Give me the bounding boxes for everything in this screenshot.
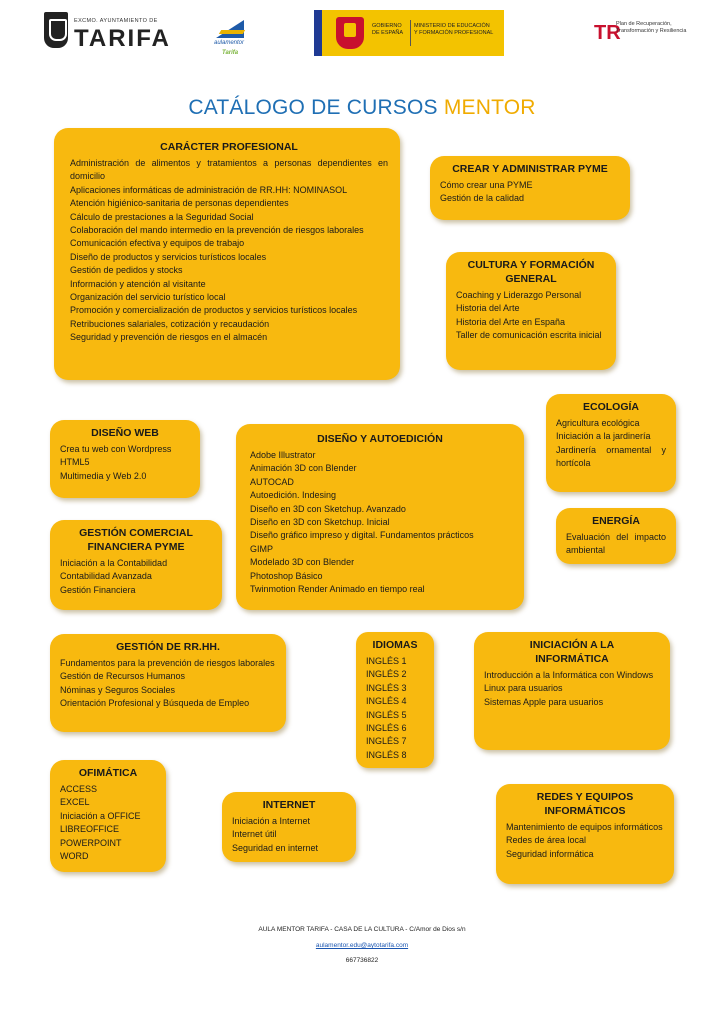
course-item: Gestión de Recursos Humanos [60,671,186,682]
course-list [556,417,666,471]
course-item: Historia del Arte [456,303,520,314]
course-box-caracter-profesional [54,128,400,380]
title-main: CATÁLOGO DE CURSOS [188,96,438,119]
tarifa-logo-small-text: EXCMO. AYUNTAMIENTO DE [74,18,158,24]
footer-email-wrap [0,942,724,949]
course-box-diseno-web [50,420,200,498]
course-item: Adobe Illustrator [250,450,316,460]
course-list [70,157,388,345]
prtr-logo [594,20,714,50]
course-item: Iniciación a la Contabilidad [60,558,168,568]
course-item: Crea tu web con Wordpress [60,444,172,454]
course-box-cultura [446,252,616,370]
course-item: INGLÉS 8 [366,749,407,760]
gobierno-text: GOBIERNO DE ESPAÑA [372,23,404,36]
course-item: AUTOCAD [250,476,294,487]
course-item: INGLÉS 7 [366,736,407,747]
course-item: Animación 3D con Blender [250,463,357,474]
course-item: Administración de alimentos y tratamientos a personas dependientes en domicilio [70,158,388,182]
course-list [60,657,276,711]
box-title: ECOLOGÍA [582,401,639,413]
course-item: Orientación Profesional y Búsqueda de Empleo [60,698,250,709]
course-item: Fundamentos para la prevención de riesgos laborales [60,658,275,668]
course-item: Photoshop Básico [250,570,323,581]
course-item: Redes de área local [506,835,587,846]
course-item: Taller de comunicación escrita inicial [456,330,602,341]
course-item: Linux para usuarios [484,683,563,694]
course-item: Información y atención al visitante [70,278,206,289]
footer-phone: 667736822 [345,957,379,964]
course-box-diseno-autoedicion [236,424,524,610]
course-item: Gestión de pedidos y stocks [70,265,183,276]
course-item: Retribuciones salariales, cotización y recaudación [70,318,270,329]
course-item: Seguridad informática [506,848,594,859]
course-box-idiomas [356,632,434,768]
box-title: REDES Y EQUIPOS INFORMÁTICOS [536,791,634,817]
course-list [506,821,664,861]
box-title: INTERNET [262,799,316,811]
course-item: LIBREOFFICE [60,824,120,835]
course-item: Jardinería ornamental y hortícola [556,444,666,469]
aula-logo-text: aulamentor [214,40,245,46]
footer-email-link[interactable]: aulamentor.edu@aytotarifa.com [315,942,409,949]
course-box-ecologia [546,394,676,492]
course-item: Iniciación a Internet [232,816,311,826]
course-box-internet [222,792,356,862]
course-item: INGLÉS 1 [366,656,407,666]
box-title: GESTIÓN COMERCIAL FINANCIERA PYME [79,527,193,553]
course-item: Iniciación a OFFICE [60,810,141,821]
course-item: Introducción a la Informática con Windows [484,670,654,680]
course-list [232,815,346,855]
course-list [440,179,620,206]
course-item: Cómo crear una PYME [440,180,533,190]
course-item: EXCEL [60,797,90,808]
box-title: CULTURA Y FORMACIÓN GENERAL [467,259,595,285]
course-list [60,557,212,597]
box-title: ENERGÍA [592,515,640,527]
course-box-gestion-comercial [50,520,222,610]
course-item: Diseño en 3D con Sketchup. Inicial [250,517,390,528]
course-item: POWERPOINT [60,837,122,848]
prtr-mark-icon: TR [594,22,621,44]
box-title: DISEÑO WEB [91,427,159,439]
course-item: Agricultura ecológica [556,418,640,428]
course-item: Colaboración del mando intermedio en la prevención de riesgos laborales [70,225,364,236]
course-list [60,783,156,863]
box-title: IDIOMAS [372,639,418,651]
aula-wing-icon [216,20,244,38]
course-box-redes [496,784,674,884]
course-item: Coaching y Liderazgo Personal [456,290,582,300]
box-title: CREAR Y ADMINISTRAR PYME [452,163,608,175]
course-box-energia [556,508,676,564]
aula-mentor-logo [214,20,248,60]
course-item: INGLÉS 3 [366,682,407,693]
course-item: GIMP [250,543,274,554]
course-item: Contabilidad Avanzada [60,571,152,582]
course-list [566,531,666,558]
course-box-crear-pyme [430,156,630,220]
tarifa-logo [44,12,171,52]
course-item: Organización del servicio turístico local [70,292,226,303]
course-item: Gestión de la calidad [440,193,525,204]
course-item: ACCESS [60,784,98,794]
course-item: Twinmotion Render Animado en tiempo real [250,584,425,595]
course-item: Nóminas y Seguros Sociales [60,684,176,695]
course-box-gestion-rrhh [50,634,286,732]
course-item: Diseño de productos y servicios turísticos locales [70,251,267,262]
gobierno-logo [314,10,504,56]
title-accent: MENTOR [443,96,536,119]
course-item: Mantenimiento de equipos informáticos [506,822,663,832]
box-title: INICIACIÓN A LA INFORMÁTICA [529,639,615,665]
course-list [250,449,510,596]
course-item: Cálculo de prestaciones a la Seguridad Social [70,211,254,222]
course-item: Autoedición. Indesing [250,490,337,501]
course-item: Diseño en 3D con Sketchup. Avanzado [250,503,406,514]
course-item: Promoción y comercialización de productos y servicios turísticos locales [70,305,358,316]
ministerio-text: MINISTERIO DE EDUCACIÓN Y FORMACIÓN PROFESIONAL [414,23,494,36]
course-item: Evaluación del impacto ambiental [566,532,666,556]
course-item: INGLÉS 2 [366,669,407,680]
course-item: INGLÉS 4 [366,696,407,707]
course-item: HTML5 [60,457,90,468]
course-item: Atención higiénico-sanitaria de personas dependientes [70,198,289,209]
box-title: CARÁCTER PROFESIONAL [160,141,298,153]
prtr-text: Plan de Recuperación, Transformación y Resiliencia [616,21,687,34]
page-title [0,96,724,120]
box-title: DISEÑO Y AUTOEDICIÓN [317,433,443,445]
course-item: Seguridad en internet [232,842,319,853]
course-item: Comunicación efectiva y equipos de trabajo [70,238,245,249]
course-list [60,443,190,483]
course-item: Sistemas Apple para usuarios [484,696,604,707]
course-box-iniciacion-informatica [474,632,670,750]
tarifa-logo-text: TARIFA [74,25,171,52]
course-list [366,655,424,762]
course-item: INGLÉS 5 [366,709,407,720]
course-item: Seguridad y prevención de riesgos en el almacén [70,332,268,343]
course-item: Diseño gráfico impreso y digital. Fundamentos prácticos [250,530,474,541]
course-list [456,289,606,343]
course-item: Iniciación a la jardinería [556,431,651,442]
tarifa-crest-icon [44,12,68,48]
course-item: WORD [60,851,89,862]
course-item: Aplicaciones informáticas de administración de RR.HH: NOMINASOL [70,184,348,195]
course-item: Multimedia y Web 2.0 [60,470,147,481]
coat-of-arms-icon [336,17,364,49]
course-item: Modelado 3D con Blender [250,557,355,568]
footer-address: AULA MENTOR TARIFA - CASA DE LA CULTURA - C/Amor de Dios s/n [258,926,466,933]
course-list [484,669,660,709]
course-item: Gestión Financiera [60,584,136,595]
box-title: OFIMÁTICA [78,767,138,779]
aula-logo-sub: Tarifa [222,50,239,56]
course-box-ofimatica [50,760,166,872]
course-item: Internet útil [232,829,277,840]
course-item: Historia del Arte en España [456,316,566,327]
course-item: INGLÉS 6 [366,723,407,734]
box-title: GESTIÓN DE RR.HH. [116,641,220,653]
